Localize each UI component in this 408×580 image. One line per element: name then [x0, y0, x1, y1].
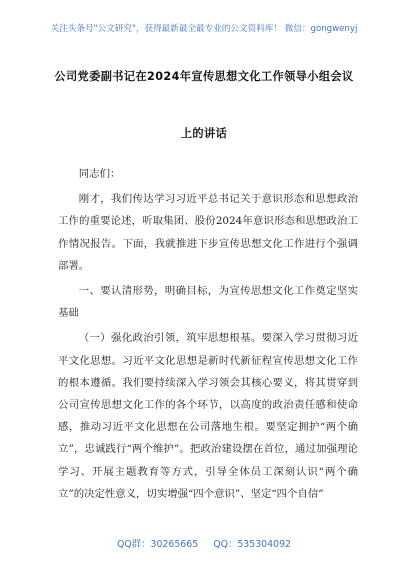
body-paragraph: （一）强化政治引领，筑牢思想根基。要深入学习贯彻习近平文化思想。习近平文化思想是新时代新征程宣传思想文化工作的根本遵循。我们要持续深入学习领会其核心要义，将其贯穿到公司宣传思想文化工作的各个环节，以高度的政治责任感和使命感，推动习近平文化思想在公司落地生根。要坚定拥护“两个确立”，忠诚践行“两个维护”。把政治建设摆在首位，通过加强理论学习、开展主题教育等方式，引导全体员工深刻认识“两个确立”的决定性意义，切实增强“四个意识”、坚定“四个自信”: [58, 332, 358, 500]
footer-qq: QQ：535304092: [213, 539, 292, 550]
document-title-line-1: 公司党委副书记在2024年宣传思想文化工作领导小组会议: [54, 70, 354, 83]
section-heading: 一、要认清形势，明确目标，为宣传思想文化工作奠定坚实基础: [58, 285, 358, 320]
footer-qq-group: QQ群：30265665: [116, 539, 199, 550]
footer-contact: [0, 536, 408, 550]
header-promo-note: 关注头条号"公文研究"，获得最新最全最专业的公文资料库！ 微信：gongwenyj: [50, 24, 358, 34]
greeting: 同志们：: [78, 168, 121, 180]
document-title-line-2: 上的讲话: [180, 127, 228, 140]
document-body: [58, 163, 358, 505]
body-paragraph: 刚才，我们传达学习习近平总书记关于意识形态和思想政治工作的重要论述，听取集团、股份2024年意识形态和思想政治工作情况报告。下面，我就推进下步宣传思想文化工作进行个强调部署。: [58, 193, 358, 272]
